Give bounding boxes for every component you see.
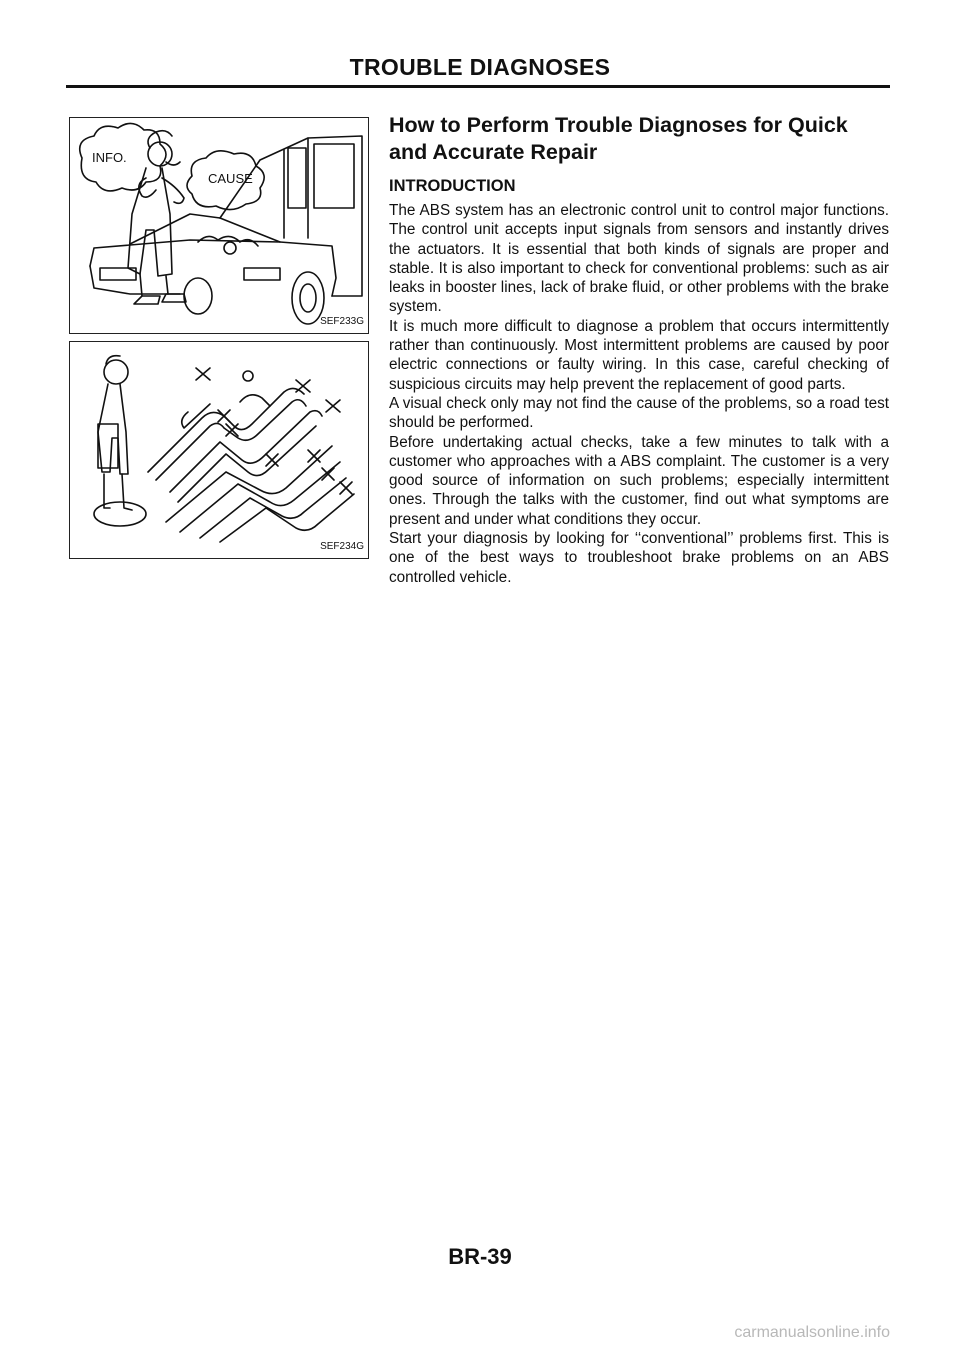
figure-code: SEF234G [320,541,364,552]
mechanic-car-illustration [70,118,368,333]
section-title: How to Perform Trouble Diagnoses for Quick and Accurate Repair [389,113,848,164]
cause-bubble-label: CAUSE [208,171,253,186]
paragraph: Start your diagnosis by looking for ‘‘conventional’’ problems first. This is one of the best ways to troubleshoot brake problems on an ABS controlled vehicle. [389,530,889,586]
figure-circuit-maze [69,341,369,559]
page-header-title: TROUBLE DIAGNOSES [349,54,611,80]
paragraph: The ABS system has an electronic control unit to control major functions. The control unit accepts input signals from sensors and instantly drives the actuators. It is essential that both kinds of signals are proper and stable. It is also important to check for conventional problems: such as air leaks in booster lines, lack of brake fluid, or other problems with the brake system. [389,202,889,316]
paragraph: It is much more difficult to diagnose a problem that occurs intermittently rather than continuously. Most intermittent problems are caused by poor electric connections or faulty wiring. In this case, careful checking of suspicious circuits may help prevent the replacement of good parts. [389,317,889,393]
info-bubble-label: INFO. [92,150,127,165]
figure-code: SEF233G [320,316,364,327]
header-divider [66,85,890,88]
main-content [389,112,889,587]
watermark: carmanualsonline.info [734,1324,890,1341]
subsection-title: INTRODUCTION [389,177,516,195]
circuit-maze-illustration [70,342,368,558]
page-number: BR-39 [448,1244,512,1269]
paragraph: A visual check only may not find the cause of the problems, so a road test should be performed. [389,394,889,432]
paragraph: Before undertaking actual checks, take a few minutes to talk with a customer who approaches with a ABS complaint. The customer is a very good source of information on such problems; especially intermittent ones. Through the talks with the customer, find out what symptoms are present and under what conditions they occur. [389,433,889,528]
figure-mechanic-car [69,117,369,334]
